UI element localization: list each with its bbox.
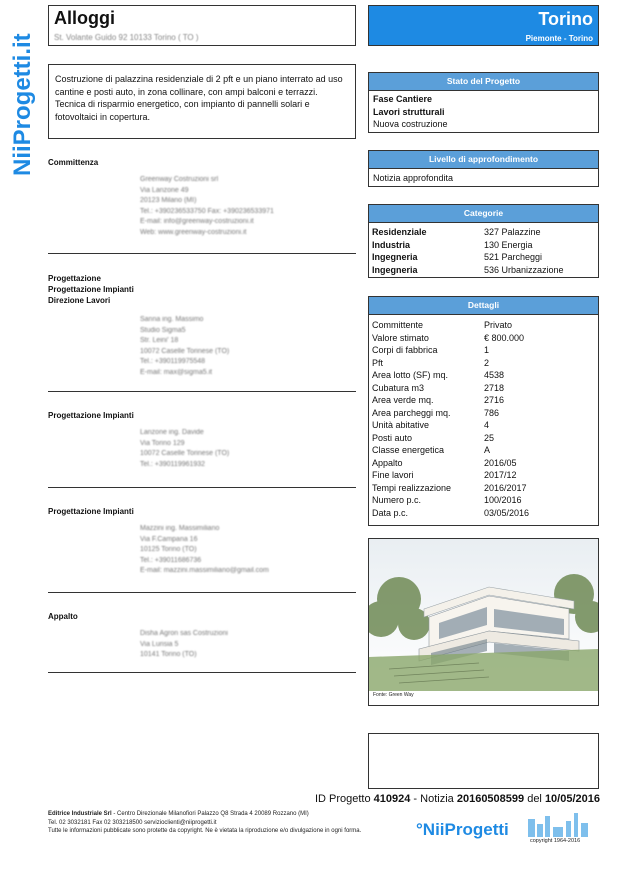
side-logo-text: NiiProgetti.it — [9, 33, 36, 176]
category-key: Ingegneria — [372, 252, 418, 262]
contact-heading: Progettazione — [48, 274, 101, 283]
contact-line: Disha Agron sas Costruzioni — [140, 630, 228, 637]
detail-key: Tempi realizzazione — [372, 482, 452, 493]
contact-line: Web: www.greenway-costruzioni.it — [140, 228, 247, 236]
dettagli-table — [372, 319, 529, 519]
footer-notice: Tutte le informazioni pubblicate sono protette da copyright. Ne è vietata la riproduzione e/o divulgazione in ogni forma. — [48, 828, 362, 835]
id-label: ID Progetto — [314, 793, 374, 805]
contact-line: E-mail: mazzini.massimiliano@gmail.com — [140, 567, 269, 574]
table-row — [372, 432, 529, 445]
table-row — [372, 494, 529, 507]
contact-line: Via F.Campana 16 — [140, 535, 198, 543]
table-row — [372, 507, 529, 520]
detail-key: Valore stimato — [372, 332, 429, 343]
contact-line: Tel.: +390119975548 — [140, 358, 206, 365]
categorie-table — [372, 226, 564, 276]
detail-value: 2716 — [484, 395, 505, 405]
project-id: 410924 — [373, 793, 411, 805]
detail-key: Area parcheggi mq. — [372, 407, 451, 418]
project-photo-frame — [368, 538, 599, 706]
table-row — [372, 239, 564, 252]
city-name: Torino — [538, 9, 593, 29]
copyright: copyright 1964-2016 — [530, 838, 581, 844]
detail-key: Classe energetica — [372, 445, 445, 455]
contact-line: E-mail: max@sigma5.it — [140, 368, 213, 376]
date-label: del — [524, 793, 545, 805]
contact-line: Studio Sigma5 — [140, 326, 186, 334]
stato-line: Lavori strutturali — [373, 106, 445, 117]
project-id-line — [300, 793, 600, 805]
detail-key: Unità abitative — [372, 420, 430, 430]
footer-company: Editrice Industriale Srl — [48, 811, 112, 817]
table-row — [372, 394, 529, 407]
table-row — [372, 482, 529, 495]
detail-key: Data p.c. — [372, 507, 409, 518]
category-value: 327 Palazzine — [484, 227, 541, 237]
livello-value: Notizia approfondita — [373, 173, 454, 183]
table-row — [372, 457, 529, 470]
footer-phone: Tel. 02 3032181 Fax 02 303218500 servizioclienti@niiprogetti.it — [48, 819, 217, 826]
detail-value: 100/2016 — [484, 495, 522, 505]
contact-block-committenza — [48, 157, 356, 238]
city-box — [368, 5, 599, 46]
detail-key: Cubatura m3 — [372, 382, 425, 393]
table-row — [372, 444, 529, 457]
detail-value: 2016/05 — [484, 457, 517, 468]
detail-value: 4 — [484, 420, 490, 430]
detail-key: Committente — [372, 320, 424, 330]
detail-key: Fine lavori — [372, 470, 414, 480]
livello-header: Livello di approfondimento — [369, 151, 598, 169]
detail-key: Numero p.c. — [372, 495, 422, 505]
detail-key: Area verde mq. — [372, 395, 434, 405]
contact-line: Via Torino 129 — [140, 439, 185, 447]
footer-address-line — [48, 810, 348, 819]
notizia-id: 20160508599 — [456, 793, 525, 805]
contact-line: Tel.: +39011686736 — [140, 556, 202, 564]
detail-value: Privato — [484, 320, 513, 330]
project-rendering-image — [369, 539, 598, 691]
contact-heading: Progettazione Impianti — [48, 285, 134, 294]
contact-line: Lanzone ing. Davide — [140, 429, 204, 436]
dettagli-panel — [368, 296, 599, 526]
contact-heading: Committenza — [48, 158, 99, 167]
contact-line: Tel.: +390236533750 Fax: +390236533971 — [140, 207, 274, 215]
table-row — [372, 251, 564, 264]
detail-value: 1 — [484, 345, 490, 355]
table-row — [372, 226, 564, 239]
table-row — [372, 264, 564, 277]
detail-value: 2017/12 — [484, 470, 517, 480]
detail-value: 2718 — [484, 382, 505, 393]
contact-heading: Progettazione Impianti — [48, 507, 134, 516]
categorie-panel — [368, 204, 599, 278]
contact-block-appalto — [48, 611, 356, 661]
project-title: Alloggi — [54, 8, 115, 28]
photo-caption: Fonte: Green Way — [373, 692, 414, 698]
contact-line: Tel.: +390119961932 — [140, 460, 206, 468]
table-row — [372, 407, 529, 420]
contact-block-impianti-1 — [48, 410, 356, 470]
table-row — [372, 369, 529, 382]
stato-header: Stato del Progetto — [369, 73, 598, 91]
category-value: 536 Urbanizzazione — [484, 264, 564, 275]
contact-heading: Direzione Lavori — [48, 296, 111, 305]
contact-line: 10072 Caselle Torinese (TO) — [140, 347, 230, 355]
stato-line: Fase Cantiere — [373, 94, 433, 104]
detail-value: 25 — [484, 432, 495, 443]
detail-value: 4538 — [484, 370, 505, 380]
contact-block-progettazione — [48, 273, 356, 378]
contact-line: Mazzini ing. Massimiliano — [140, 525, 220, 532]
contact-line: Via Lurisia 5 — [140, 640, 179, 648]
contact-line: 20123 Milano (MI) — [140, 197, 197, 204]
project-description: Costruzione di palazzina residenziale di 2 pft e un piano interrato ad uso cantine e posti auto, in zona collinare, con ampi balconi e terrazzi. Tecnica di risparmio energetico, con impianto di pannelli solari e fotovoltaici in copertura. — [48, 64, 356, 139]
detail-value: 786 — [484, 407, 500, 418]
contact-block-impianti-2 — [48, 506, 356, 577]
region-name: Piemonte - Torino — [525, 34, 593, 43]
stato-line: Nuova costruzione — [373, 119, 448, 129]
project-address: St. Volante Guido 92 10133 Torino ( TO ) — [54, 33, 199, 42]
footer — [48, 810, 362, 836]
divider — [48, 592, 356, 593]
contact-heading: Progettazione Impianti — [48, 411, 134, 420]
contact-line: 10072 Caselle Torinese (TO) — [140, 450, 230, 457]
detail-key: Area lotto (SF) mq. — [372, 370, 449, 380]
divider — [48, 253, 356, 254]
detail-key: Posti auto — [372, 432, 413, 443]
project-title-box — [48, 5, 356, 46]
footer-address: - Centro Direzionale Milanofiori Palazzo Q8 Strada 4 20089 Rozzano (MI) — [111, 811, 309, 817]
brand-logo-text: °NiiProgetti — [416, 820, 509, 839]
table-row — [372, 319, 529, 332]
categorie-header: Categorie — [369, 205, 598, 223]
contact-heading: Appalto — [48, 612, 78, 621]
skyline-icon — [528, 813, 588, 837]
contact-line: Greenway Costruzioni srl — [140, 176, 219, 183]
category-value: 130 Energia — [484, 239, 533, 250]
notizia-date: 10/05/2016 — [544, 793, 600, 805]
table-row — [372, 344, 529, 357]
contact-line: Str. Leini' 18 — [140, 337, 179, 344]
livello-panel — [368, 150, 599, 187]
detail-value: A — [484, 445, 491, 455]
detail-key: Corpi di fabbrica — [372, 345, 438, 355]
detail-key: Appalto — [372, 457, 403, 468]
category-key: Ingegneria — [372, 264, 418, 275]
detail-value: 03/05/2016 — [484, 507, 530, 518]
divider — [48, 672, 356, 673]
divider — [48, 487, 356, 488]
notizia-label: - Notizia — [410, 793, 457, 805]
table-row — [372, 357, 529, 370]
detail-key: Pft — [372, 357, 384, 368]
notes-box — [368, 733, 599, 789]
contact-line: E-mail: info@greenway-costruzioni.it — [140, 218, 254, 225]
side-logo — [0, 0, 44, 180]
category-value: 521 Parcheggi — [484, 252, 543, 262]
dettagli-header: Dettagli — [369, 297, 598, 315]
table-row — [372, 382, 529, 395]
table-row — [372, 332, 529, 345]
divider — [48, 391, 356, 392]
detail-value: 2016/2017 — [484, 482, 527, 493]
table-row — [372, 469, 529, 482]
detail-value: € 800.000 — [484, 332, 525, 343]
category-key: Residenziale — [372, 227, 427, 237]
contact-line: Sanna ing. Massimo — [140, 316, 204, 323]
stato-panel — [368, 72, 599, 133]
table-row — [372, 419, 529, 432]
contact-line: 10125 Torino (TO) — [140, 546, 197, 553]
detail-value: 2 — [484, 357, 490, 368]
contact-line: 10141 Torino (TO) — [140, 651, 197, 658]
category-key: Industria — [372, 239, 411, 250]
contact-line: Via Lanzone 49 — [140, 186, 189, 194]
